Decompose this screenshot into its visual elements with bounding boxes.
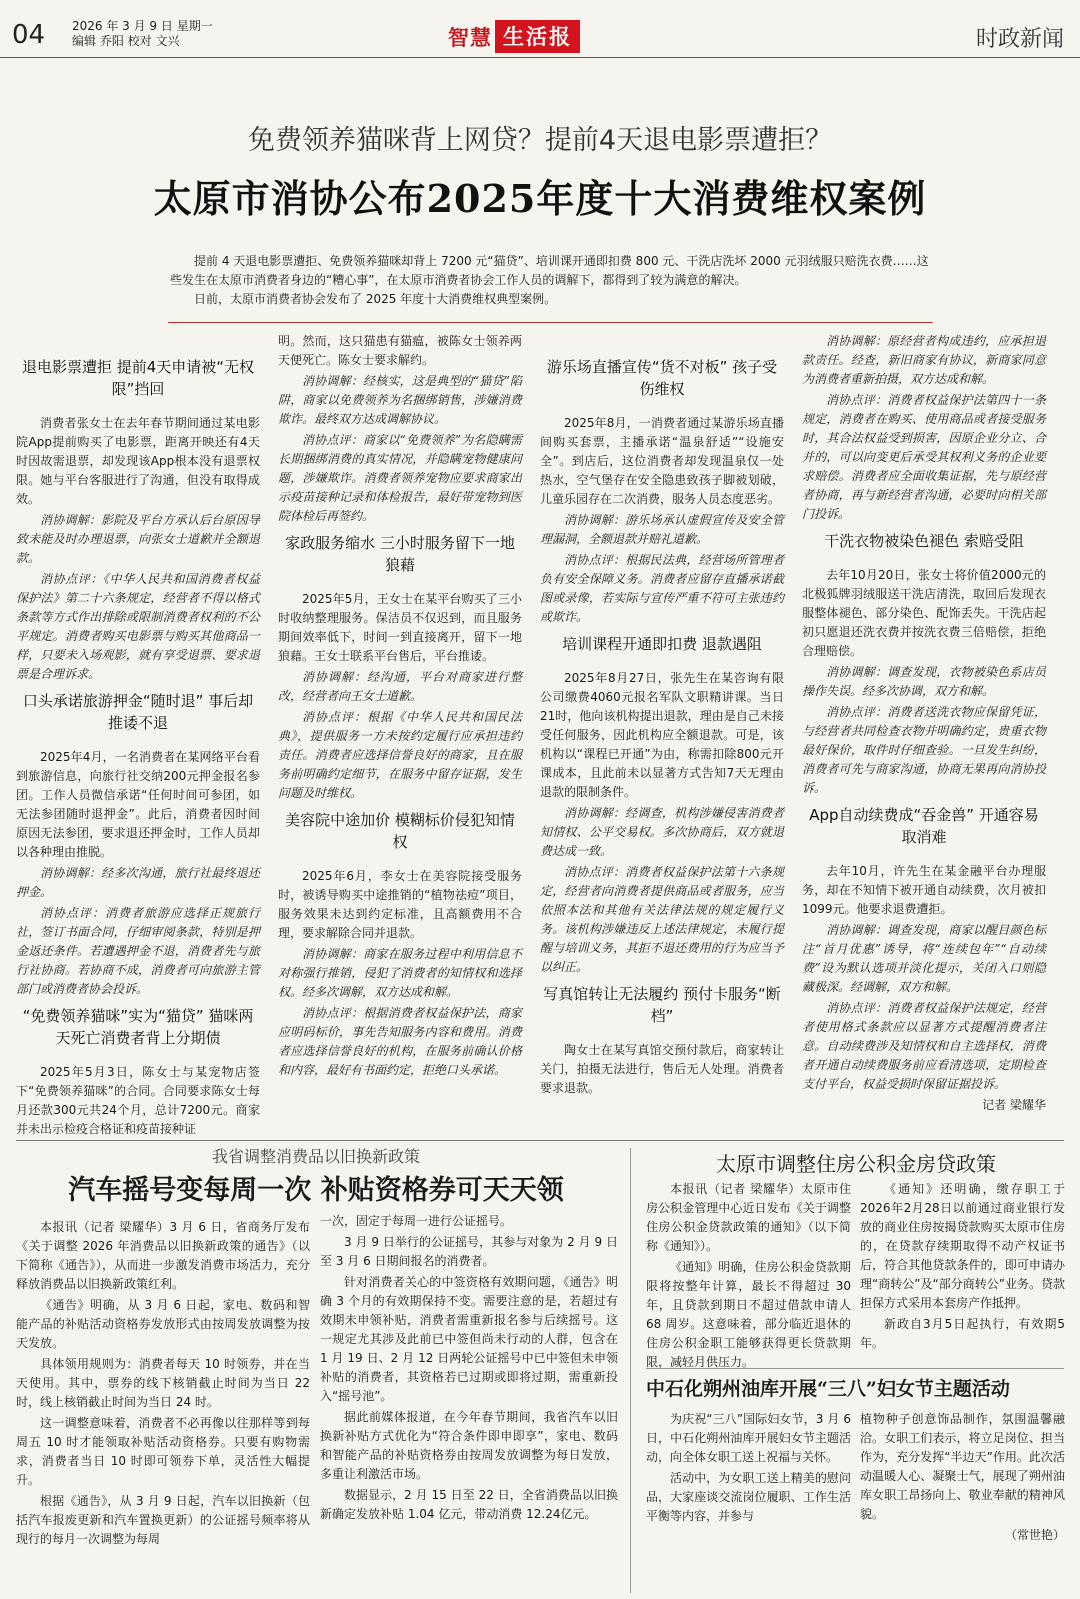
case-mediation: 消协调解：影院及平台方承认后台原因导致未能及时办理退票，向张女士道歉并全额退款。 [16,513,260,565]
case-mediation: 消协调解：调查发现，衣物被染色系店员操作失误。经多次协调，双方和解。 [802,665,1046,698]
case-body: 2025年4月，一名消费者在某网络平台看到旅游信息，向旅行社交纳200元押金报名参团。工作人员微信承诺“任何时间可参团，如无法参团随时退押金”。此后，消费者因时间原因无法参团，要求退还押金时，工作人员却以各种理由推脱。 [16,750,260,859]
case-title: 家政服务缩水 三小时服务留下一地狼藉 [285,534,515,574]
car-headline: 汽车摇号变每周一次 补贴资格券可天天领 [68,1175,564,1206]
case-body: 2025年5月，王女士在某平台购买了三小时收纳整理服务。保洁员不仅迟到，而且服务期间效率低下，时间一到直接离开，留下一地狼藉。王女士联系平台售后，平台推诿。 [278,592,522,663]
case-title: App自动续费成“吞金兽” 开通容易取消难 [809,806,1039,846]
article-column-4 [802,332,1046,1115]
case-title: 美容院中途加价 模糊标价侵犯知情权 [285,811,515,851]
car-kicker: 我省调整消费品以旧换新政策 [211,1147,420,1166]
article-column-1 [16,350,260,1141]
car-paragraph: 一次，固定于每周一进行公证摇号。 [320,1214,513,1228]
case-comment: 消协点评：消费者权益保护法第四十一条规定，消费者在购买、使用商品或者接受服务时，其合法权益受到损害，因原企业分立、合并的，可以向变更后承受其权利义务的企业要求赔偿。消费者应全面收集证据，先与原经营者协商，再与新经营者沟通，必要时向相关部门投诉。 [802,393,1046,521]
car-paragraph: 具体领用规则为：消费者每天 10 时领券，并在当天使用。其中，票券的线下核销截止时间为当日 22 时，线上核销截止时间为当日 24 时。 [16,1357,310,1409]
case-body: 消费者张女士在去年春节期间通过某电影院App提前购买了电影票，距离开映还有4天时因故需退票，却发现该App根本没有退票权限。她与平台客服进行了沟通，但没有取得成效。 [16,416,260,506]
page-number: 04 [12,20,46,50]
case-comment: 消协点评：根据《中华人民共和国民法典》，提供服务一方未按约定履行应承担违约责任。消费者应选择信誉良好的商家，且在服务前明确约定细节，在服务中留存证据，发生问题及时维权。 [278,710,522,800]
page-editors: 编辑 乔阳 校对 文兴 [72,34,180,48]
case-comment: 消协点评：消费者送洗衣物应保留凭证，与经营者共同检查衣物并明确约定，贵重衣物最好保价，取件时仔细查验。一旦发生纠纷，消费者可先与商家沟通，协商无果再向消协投诉。 [802,705,1046,795]
main-kicker: 免费领养猫咪背上网贷？提前4天退电影票遭拒？ [247,125,833,156]
sinopec-headline: 中石化朔州油库开展“三八”妇女节主题活动 [646,1378,1010,1400]
car-paragraph: 3 月 9 日举行的公证摇号，其参与对象为 2 月 9 日至 3 月 6 日期间报名的消费者。 [320,1235,618,1268]
case-body: 2025年8月，一消费者通过某游乐场直播间购买套票，主播承诺“温泉舒适”“设施安全”。到店后，这位消费者却发现温泉仅一处热水，空气堡存在安全隐患致孩子脚被划破，儿童乐园存在二次消费，服务人员态度恶劣。 [540,416,784,506]
sinopec-paragraph: 植物种子创意饰品制作，氛围温馨融洽。女职工们表示，将立足岗位、担当作为，充分发挥“半边天”作用。此次活动温暖人心、凝聚士气，展现了朔州油库女职工昂扬向上、敬业奉献的精神风貌。 [860,1412,1065,1521]
logo-brand: 生活报 [495,20,580,53]
car-paragraph: 这一调整意味着，消费者不必再像以往那样等到每周五 10 时才能领取补贴活动资格券。只要有购物需求，消费者当日 10 时即可领券下单，灵活性大幅提升。 [16,1416,310,1487]
case-title: 退电影票遭拒 提前4天申请被“无权限”挡回 [21,358,255,398]
case-title: 干洗衣物被染色褪色 索赔受阻 [824,532,1024,550]
case-comment: 消协点评：《中华人民共和国消费者权益保护法》第二十六条规定，经营者不得以格式条款等方式作出排除或限制消费者权利的不公平规定。消费者购买电影票与购买其他商品一样，只要未入场观影，就有享受退票、要求退票是合理诉求。 [16,572,260,681]
housing-paragraph: 《通知》还明确，缴存职工于 2026年2月28日以前通过商业银行发放的商业住房按揭贷款购买太原市住房的，在贷款存续期取得不动产权证书后，符合其他贷款条件的，即可申请办理“商转公”及“部分商转公”业务。贷款担保方式采用本套房产作抵押。 [860,1182,1065,1310]
case-comment: 消协点评：消费者旅游应选择正规旅行社，签订书面合同，仔细审阅条款，特别是押金返还条件。若遭遇押金不退，消费者先与旅行社协商。若协商不成，消费者可向旅游主管部门或消费者协会投诉。 [16,906,260,996]
case-body: 2025年8月27日，张先生在某咨询有限公司缴费4060元报名军队文职精讲课。当日21时，他向该机构提出退款，理由是自己未接受任何服务，因此机构应全额退款。可是，该机构以“课程已开通”为由，称需扣除800元开课成本，且此前未以显著方式告知7天无理由退款的限制条件。 [540,671,784,799]
case-mediation: 消协调解：游乐场承认虚假宣传及安全管理漏洞，全额退款并赔礼道歉。 [540,513,784,546]
sinopec-column-2 [860,1410,1065,1545]
article-column-2 [278,332,522,1082]
main-headline: 太原市消协公布2025年度十大消费维权案例 [153,176,927,221]
case-body: 2025年5月3日，陈女士与某宠物店签下“免费领养猫咪”的合同。合同要求陈女士每月还款300元共24个月，总计7200元。商家并未出示检疫合格证和疫苗接种证 [16,1065,260,1136]
case-body: 明。然而，这只猫患有猫瘟，被陈女士领养两天便死亡。陈女士要求解约。 [278,334,522,367]
case-title: 口头承诺旅游押金“随时退” 事后却推诿不退 [22,692,254,732]
case-mediation: 消协调解：商家在服务过程中利用信息不对称强行推销，侵犯了消费者的知情权和选择权。经多次调解，双方达成和解。 [278,947,522,999]
case-comment: 消协点评：根据民法典，经营场所管理者负有安全保障义务。消费者应留存直播承诺截图或录像，若实际与宣传严重不符可主张违约或欺诈。 [540,553,784,624]
masthead-divider [0,57,1080,58]
story-divider [646,1368,1064,1369]
car-paragraph: 据此前媒体报道，在今年春节期间，我省汽车以旧换新补贴方式优化为“符合条件即申即享”，家电、数码和智能产品的补贴资格券由按周发放调整为每日发放，多重让利激活市场。 [320,1410,618,1481]
column-divider [630,1148,631,1593]
car-paragraph: 《通告》明确，从 3 月 6 日起，家电、数码和智能产品的补贴活动资格券发放形式由按周发放调整为按天发放。 [16,1298,310,1350]
case-comment: 消协点评：商家以“免费领养”为名隐瞒需长期捆绑消费的真实情况，并隐瞒宠物健康问题，涉嫌欺诈。消费者领养宠物应要求商家出示疫苗接种记录和体检报告，最好带宠物到医院体检后再签约。 [278,433,522,523]
case-body: 2025年6月，李女士在美容院接受服务时，被诱导购买中途推销的“植物祛痘”项目，服务效果未达到约定标准，且高额费用不合理，要求解除合同并退款。 [278,869,522,940]
case-mediation: 消协调解：经沟通，平台对商家进行整改，经营者向王女士道歉。 [278,670,522,703]
sinopec-column-1 [646,1410,851,1528]
lead-paragraph: 日前，太原市消费者协会发布了 2025 年度十大消费维权典型案例。 [194,292,557,306]
housing-paragraph: 新政自3月5日起执行，有效期5年。 [860,1317,1065,1350]
housing-paragraph: 《通知》明确，住房公积金贷款期限将按整年计算，最长不得超过 30 年，且贷款到期日不超过借款申请人 68 周岁。这意味着，部分临近退休的住房公积金职工能够获得更长贷款期限，减轻月供压力。 [646,1260,851,1369]
housing-column-2 [860,1180,1065,1355]
case-title: “免费领养猫咪”实为“猫贷” 猫咪两天死亡消费者背上分期债 [22,1007,254,1047]
case-comment: 消协点评：消费者权益保护法规定，经营者使用格式条款应以显著方式提醒消费者注意。自动续费涉及知情权和自主选择权，消费者开通自动续费服务前应看清选项，定期检查支付平台，权益受损时保留证据投诉。 [802,1001,1046,1091]
lead-paragraph: 提前 4 天退电影票遭拒、免费领养猫咪却背上 7200 元“猫贷”、培训课开通即扣费 800 元、干洗店洗坏 2000 元羽绒服只赔洗衣费……这些发生在太原市消费者身边的“糟心事”，在太原市消费者协会工作人员的调解下，都得到了较为满意的解决。 [170,254,929,287]
case-title: 写真馆转让无法履约 预付卡服务“断档” [543,985,781,1025]
logo-prefix: 智慧 [448,25,492,50]
case-comment: 消协点评：消费者权益保护法第十六条规定，经营者向消费者提供商品或者服务，应当依照本法和其他有关法律法规的规定履行义务。该机构涉嫌违反上述法律规定，未履行提醒与培训义务，其拒不退还费用的行为应当予以纠正。 [540,865,784,974]
sinopec-paragraph: 活动中，为女职工送上精美的慰问品，大家座谈交流岗位履职、工作生活平衡等内容，并参与 [646,1471,851,1523]
case-body: 去年10月20日，张女士将价值2000元的北极狐牌羽绒服送干洗店清洗，取回后发现衣服整体褪色、部分染色、配饰丢失。干洗店起初只愿退还洗衣费并按洗衣费三倍赔偿，拒绝合理赔偿。 [802,568,1046,658]
case-mediation: 消协调解：调查发现，商家以醒目颜色标注“首月优惠”诱导，将“连续包年”“自动续费”设为默认选项并淡化提示，关闭入口则隐藏极深。经调解，双方和解。 [802,923,1046,994]
main-lead [170,252,930,309]
case-body: 去年10月，许先生在某金融平台办理服务，却在不知情下被开通自动续费，次月被扣1099元。他要求退费遭拒。 [802,864,1046,916]
case-mediation: 消协调解：原经营者构成违约，应承担退款责任。经查，新旧商家有协议，新商家同意为消费者重新拍摄，双方达成和解。 [802,334,1046,386]
sinopec-paragraph: 为庆祝“三八”国际妇女节，3 月 6 日，中石化朔州油库开展妇女节主题活动，向全体女职工送上祝福与关怀。 [646,1412,851,1464]
housing-headline: 太原市调整住房公积金房贷政策 [716,1152,996,1176]
issue-date: 2026 年 3 月 9 日 星期一 [72,19,213,33]
section-title: 时政新闻 [975,27,1064,52]
housing-column-1 [646,1180,851,1374]
car-column-2 [320,1212,618,1526]
case-mediation: 消协调解：经调查，机构涉嫌侵害消费者知情权、公平交易权。多次协商后，双方就退费达成一致。 [540,806,784,858]
section-divider [16,1140,1064,1141]
newspaper-logo [448,20,580,53]
car-paragraph: 针对消费者关心的中签资格有效期问题，《通告》明确 3 个月的有效期保持不变。需要注意的是，若超过有效期未申领补贴，消费者需重新报名参与后续摇号。这一规定尤其涉及此前已中签但尚未行动的人群，包含在 1 月 19 日、2 月 12 日两轮公证摇号中已中签但未申领补贴的消费者，其资格若已过期或即将过期，需重新投入“摇号池”。 [320,1275,618,1403]
car-paragraph: 本报讯（记者 梁耀华）3 月 6 日，省商务厅发布《关于调整 2026 年消费品以旧换新政策的通告》（以下简称《通告》），从而进一步激发消费市场活力，充分释放消费品以旧换新政策红利。 [16,1220,310,1291]
car-paragraph: 根据《通告》，从 3 月 9 日起，汽车以旧换新（包括汽车报废更新和汽车置换更新）的公证摇号频率将从现行的每月一次调整为每周 [16,1494,310,1546]
car-column-1 [16,1218,310,1551]
byline: 记者 梁耀华 [982,1098,1046,1112]
issue-info [72,19,213,49]
case-mediation: 消协调解：经多次沟通，旅行社最终退还押金。 [16,866,260,899]
lead-divider [168,322,933,323]
byline: （常世艳） [1004,1528,1065,1542]
case-body: 陶女士在某写真馆交预付款后，商家转让关门，拍摄无法进行，售后无人处理。消费者要求退款。 [540,1043,784,1095]
car-paragraph: 数据显示，2 月 15 日至 22 日，全省消费品以旧换新确定发放补贴 1.04 亿元，带动消费 12.24亿元。 [320,1488,618,1521]
case-title: 培训课程开通即扣费 退款遇阻 [562,635,762,653]
housing-paragraph: 本报讯（记者 梁耀华）太原市住房公积金管理中心近日发布《关于调整住房公积金贷款政策的通知》（以下简称《通知》）。 [646,1182,851,1253]
article-column-3 [540,350,784,1100]
case-mediation: 消协调解：经核实，这是典型的“猫贷”陷阱，商家以免费领养为名捆绑销售，涉嫌消费欺诈。最终双方达成调解协议。 [278,374,522,426]
case-title: 游乐场直播宣传“货不对板” 孩子受伤维权 [546,358,778,398]
case-comment: 消协点评：根据消费者权益保护法，商家应明码标价，事先告知服务内容和费用。消费者应选择信誉良好的机构，在服务前确认价格和内容，最好有书面约定，拒绝口头承诺。 [278,1006,522,1077]
